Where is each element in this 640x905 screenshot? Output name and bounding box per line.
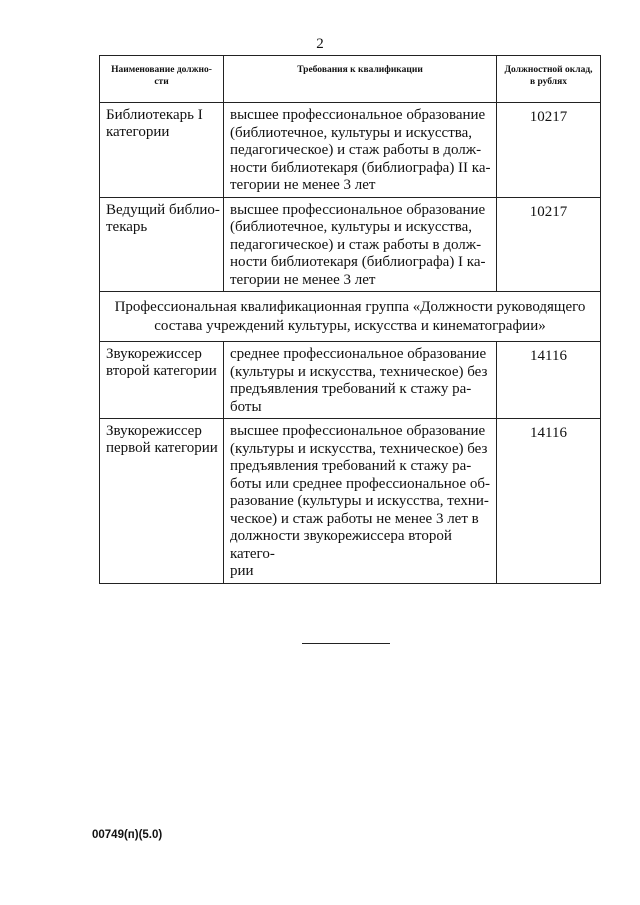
table-row — [100, 197, 601, 292]
salary-cell: 14116 — [497, 342, 601, 419]
header-salary-label: Должностной оклад, в рублях — [504, 65, 593, 87]
table-header — [100, 56, 601, 103]
requirements-cell: среднее профессиональное образование (культуры и искусства, техническое) без предъявления требований к стажу ра- боты — [224, 342, 497, 419]
table-row — [100, 103, 601, 198]
position-name-cell: Звукорежиссер второй категории — [100, 342, 224, 419]
requirements-cell: высшее профессиональное образование (библиотечное, культуры и искусства, педагогическое) и стаж работы в долж- ности библиотекаря (библиографа) I ка- тегории не менее 3 лет — [224, 197, 497, 292]
header-requirements-label: Требования к квалификации — [297, 65, 423, 75]
requirements-cell: высшее профессиональное образование (библиотечное, культуры и искусства, педагогическое) и стаж работы в долж- ности библиотекаря (библиографа) II ка- тегории не менее 3 лет — [224, 103, 497, 198]
table-row — [100, 419, 601, 584]
table-header-row — [100, 56, 601, 103]
salary-cell: 10217 — [497, 197, 601, 292]
qualification-table — [99, 55, 601, 584]
page-number: 2 — [316, 36, 324, 52]
header-position-name-label: Наименование должно- сти — [111, 65, 212, 87]
group-title-row — [100, 292, 601, 342]
salary-cell: 10217 — [497, 103, 601, 198]
position-name-cell: Звукорежиссер первой категории — [100, 419, 224, 584]
separator-line — [302, 643, 390, 644]
header-requirements — [224, 56, 497, 103]
group-title: Профессиональная квалификационная группа «Должности руководящего состава учреждений культуры, искусства и кинематографии» — [100, 292, 601, 342]
header-position-name — [100, 56, 224, 103]
requirements-cell: высшее профессиональное образование (культуры и искусства, техническое) без предъявления требований к стажу ра- боты или среднее профессиональное об- разование (культуры и искусства, техни- ческое) и стаж работы не менее 3 лет в должности звукорежиссера второй катего- рии — [224, 419, 497, 584]
position-name-cell: Ведущий библио- текарь — [100, 197, 224, 292]
table-body — [100, 103, 601, 584]
salary-cell: 14116 — [497, 419, 601, 584]
table-row — [100, 342, 601, 419]
header-salary — [497, 56, 601, 103]
position-name-cell: Библиотекарь I категории — [100, 103, 224, 198]
document-code: 00749(п)(5.0) — [92, 829, 163, 841]
